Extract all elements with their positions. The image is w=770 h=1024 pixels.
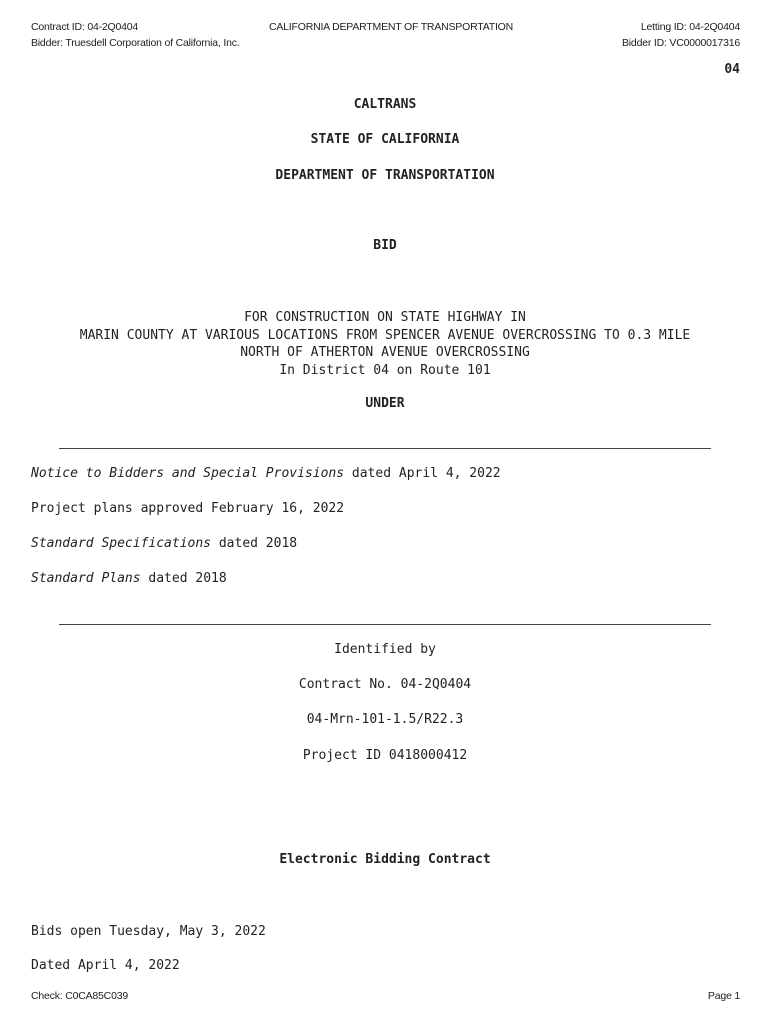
contract-number: Contract No. 04-2Q0404 xyxy=(298,677,472,692)
title-department: DEPARTMENT OF TRANSPORTATION xyxy=(275,168,495,183)
under-heading: UNDER xyxy=(365,396,405,411)
notice-date: dated April 4, 2022 xyxy=(344,466,501,481)
contract-type: Electronic Bidding Contract xyxy=(279,852,491,867)
title-caltrans: CALTRANS xyxy=(353,97,417,112)
letting-id: Letting ID: 04-2Q0404 xyxy=(640,21,740,33)
std-plans-date: dated 2018 xyxy=(140,571,227,586)
bidder-name: Bidder: Truesdell Corporation of California, Inc. xyxy=(31,37,240,49)
identified-by: Identified by xyxy=(334,642,436,657)
specs-line xyxy=(31,536,297,551)
agency-header: CALIFORNIA DEPARTMENT OF TRANSPORTATION xyxy=(268,21,514,33)
title-bid: BID xyxy=(373,238,397,253)
divider xyxy=(59,448,711,449)
notice-title: Notice to Bidders and Special Provisions xyxy=(31,466,345,481)
bids-open: Bids open Tuesday, May 3, 2022 xyxy=(31,924,266,939)
std-plans-title: Standard Plans xyxy=(31,571,141,586)
divider xyxy=(59,624,711,625)
project-id: Project ID 0418000412 xyxy=(302,748,468,763)
contract-id: Contract ID: 04-2Q0404 xyxy=(31,21,139,33)
specs-title: Standard Specifications xyxy=(31,536,212,551)
std-plans-line xyxy=(31,571,227,586)
district-number: 04 xyxy=(724,62,740,77)
construction-line-1: FOR CONSTRUCTION ON STATE HIGHWAY IN xyxy=(244,310,526,325)
title-state: STATE OF CALIFORNIA xyxy=(310,132,460,147)
bidder-id: Bidder ID: VC0000017316 xyxy=(622,37,740,49)
location-code: 04-Mrn-101-1.5/R22.3 xyxy=(306,712,464,727)
page-number: Page 1 xyxy=(707,990,740,1002)
construction-line-3: NORTH OF ATHERTON AVENUE OVERCROSSING xyxy=(240,345,530,361)
header-right xyxy=(622,19,740,51)
dated-line: Dated April 4, 2022 xyxy=(31,958,180,973)
construction-line-2: MARIN COUNTY AT VARIOUS LOCATIONS FROM SPENCER AVENUE OVERCROSSING TO 0.3 MILE xyxy=(79,327,691,343)
plans-line: Project plans approved February 16, 2022 xyxy=(31,501,345,516)
construction-line-4: In District 04 on Route 101 xyxy=(279,363,491,379)
notice-line xyxy=(31,466,501,481)
construction-description xyxy=(0,309,770,380)
specs-date: dated 2018 xyxy=(211,536,298,551)
check-code: Check: C0CA85C039 xyxy=(31,990,128,1002)
